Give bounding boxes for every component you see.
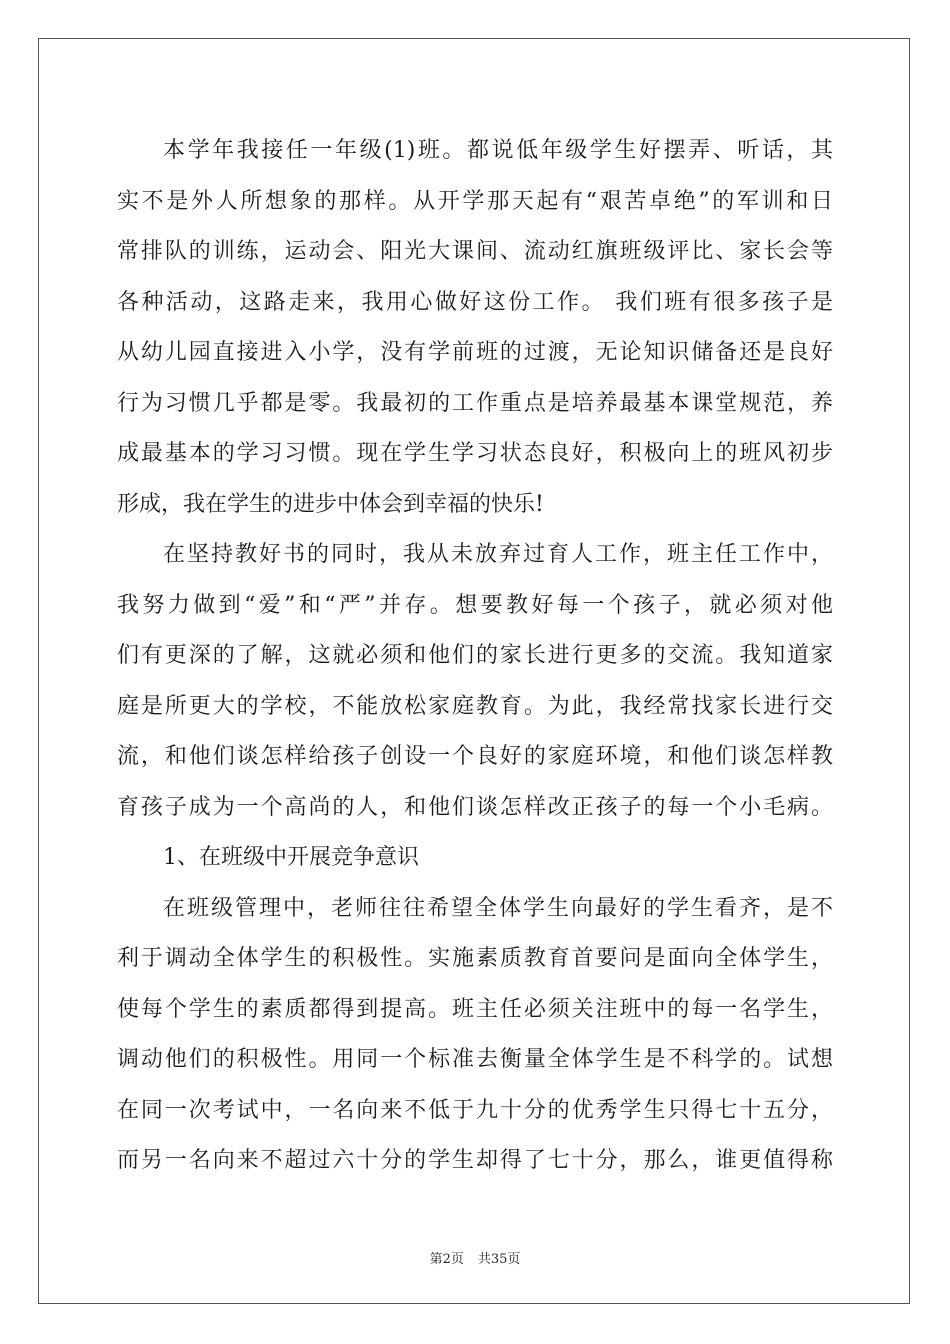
text-line: 常排队的训练，运动会、阳光大课间、流动红旗班级评比、家长会等: [117, 239, 833, 264]
text-line: 育孩子成为一个高尚的人，和他们谈怎样改正孩子的每一个小毛病。: [117, 794, 833, 820]
text-line: 在坚持教好书的同时，我从未放弃过育人工作，班主任工作中，: [163, 542, 833, 567]
text-line: 本学年我接任一年级(1)班。都说低年级学生好摆弄、听话，其: [163, 138, 833, 163]
text-line: 成最基本的学习习惯。现在学生学习状态良好，积极向上的班风初步: [117, 441, 833, 466]
text-line: 调动他们的积极性。用同一个标准去衡量全体学生是不科学的。试想: [117, 1047, 833, 1072]
page-total: 共35页: [477, 1252, 521, 1267]
text-line: 在班级管理中，老师往往希望全体学生向最好的学生看齐，是不: [163, 895, 833, 921]
text-line: 从幼儿园直接进入小学，没有学前班的过渡，无论知识储备还是良好: [117, 340, 833, 365]
text-line: 1、在班级中开展竞争意识: [163, 845, 419, 870]
text-line: 庭是所更大的学校，不能放松家庭教育。为此，我经常找家长进行交: [117, 693, 833, 719]
text-line: 流，和他们谈怎样给孩子创设一个良好的家庭环境，和他们谈怎样教: [117, 744, 833, 769]
text-line: 们有更深的了解，这就必须和他们的家长进行更多的交流。我知道家: [117, 643, 833, 668]
document-body: [117, 126, 833, 1187]
page-number: 第2页: [429, 1252, 464, 1267]
text-line: 各种活动，这路走来，我用心做好这份工作。 我们班有很多孩子是: [117, 289, 833, 315]
text-line: 使每个学生的素质都得到提高。班主任必须关注班中的每一名学生，: [117, 996, 833, 1022]
text-line: 而另一名向来不超过六十分的学生却得了七十分，那么，谁更值得称: [117, 1148, 833, 1173]
text-line: 利于调动全体学生的积极性。实施素质教育首要问是面向全体学生，: [117, 946, 833, 971]
text-line: 在同一次考试中，一名向来不低于九十分的优秀学生只得七十五分，: [117, 1097, 833, 1123]
text-line: 行为习惯几乎都是零。我最初的工作重点是培养最基本课堂规范，养: [117, 390, 833, 416]
page-footer: [0, 1248, 950, 1267]
text-line: 我努力做到“爱”和“严”并存。想要教好每一个孩子，就必须对他: [117, 592, 833, 618]
text-line: 形成，我在学生的进步中体会到幸福的快乐!: [117, 491, 544, 517]
text-line: 实不是外人所想象的那样。从开学那天起有“艰苦卓绝”的军训和日: [117, 188, 833, 214]
